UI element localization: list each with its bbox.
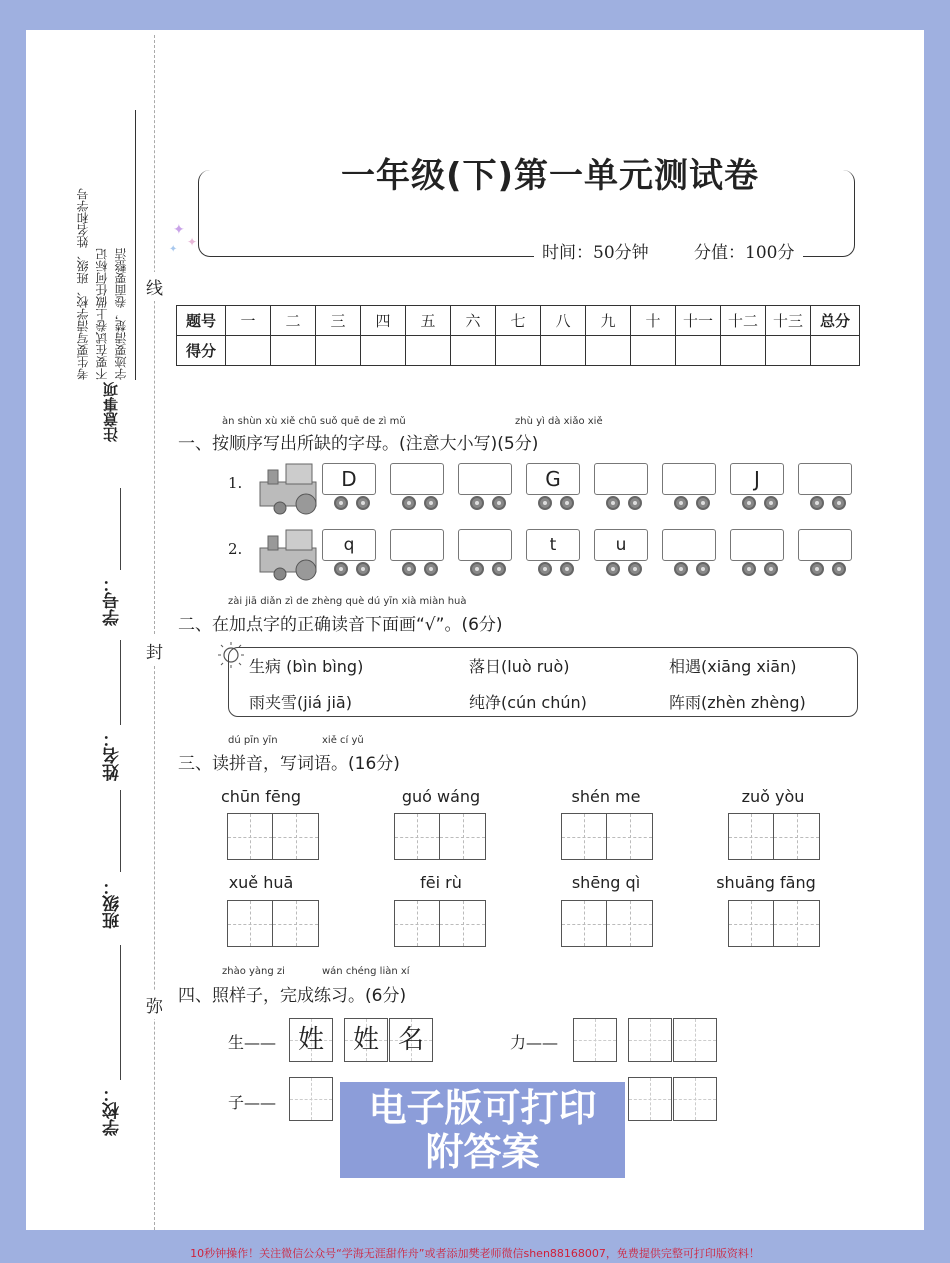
train-car[interactable] — [798, 529, 852, 561]
section4-title: 四、照样子，完成练习。(6分) — [178, 986, 407, 1006]
answer-box[interactable] — [673, 1077, 717, 1121]
section4-pinyin2: wán chéng liàn xí — [322, 966, 410, 977]
column-header: 十二 — [721, 306, 766, 336]
score-cell[interactable] — [631, 336, 676, 366]
pronunciation-box — [228, 647, 858, 717]
choice-item[interactable]: 落日(luò ruò) — [469, 657, 570, 676]
locomotive-icon — [258, 526, 320, 582]
score-cell[interactable] — [406, 336, 451, 366]
header-cell: 题号 — [177, 306, 226, 336]
column-header: 九 — [586, 306, 631, 336]
section3-pinyin: dú pīn yīn — [228, 735, 278, 746]
notes-label: 注意事项 — [102, 382, 120, 442]
row-number: 1. — [228, 474, 243, 492]
seal-char-xian: 线 — [146, 272, 163, 301]
section1-pinyin2: zhù yì dà xiǎo xiě — [515, 416, 603, 427]
svg-text:✦: ✦ — [187, 235, 198, 249]
example-char-box: 名 — [389, 1018, 433, 1062]
train-car[interactable] — [390, 463, 444, 495]
pinyin-word: zuǒ yòu — [741, 787, 805, 806]
score-cell[interactable] — [811, 336, 860, 366]
column-header: 十三 — [766, 306, 811, 336]
train-car[interactable] — [662, 529, 716, 561]
train-car[interactable]: D — [322, 463, 376, 495]
time-info: 时间：50分钟 — [542, 243, 649, 263]
train-car[interactable]: G — [526, 463, 580, 495]
train-car[interactable] — [594, 463, 648, 495]
column-header: 五 — [406, 306, 451, 336]
svg-text:✦: ✦ — [169, 244, 178, 255]
locomotive-icon — [258, 460, 320, 516]
class-label: 班级： — [103, 878, 123, 929]
score-info: 分值：100分 — [694, 243, 795, 263]
school-label: 学校： — [103, 1085, 123, 1136]
column-header: 二 — [271, 306, 316, 336]
pinyin-word: shēng qì — [571, 873, 641, 892]
train-car[interactable] — [730, 529, 784, 561]
exercise-label: 子—— — [228, 1093, 277, 1112]
stamp-line-1: 电子版可打印 — [368, 1086, 597, 1130]
score-cell[interactable] — [676, 336, 721, 366]
column-header: 总分 — [811, 306, 860, 336]
seal-char-feng: 封 — [146, 636, 163, 665]
writing-grid[interactable] — [394, 900, 486, 947]
answer-box[interactable] — [628, 1018, 672, 1062]
student-id-label: 学号： — [103, 575, 123, 626]
writing-grid[interactable] — [394, 813, 486, 860]
promo-footer: 10秒钟操作！关注微信公众号“学海无涯甜作舟”或者添加樊老师微信shen88168007，免费提供完整可打印版资料！ — [190, 1247, 760, 1260]
choice-item[interactable]: 阵雨(zhèn zhèng) — [669, 693, 806, 712]
example-char-box: 姓 — [289, 1018, 333, 1062]
binding-line — [154, 35, 155, 1230]
column-header: 十 — [631, 306, 676, 336]
page-title: 一年级(下)第一单元测试卷 — [270, 148, 830, 197]
pinyin-word: fēi rù — [420, 873, 462, 892]
example-char-box: 姓 — [344, 1018, 388, 1062]
answer-box[interactable] — [628, 1077, 672, 1121]
pinyin-word: guó wáng — [401, 787, 481, 806]
score-cell[interactable] — [226, 336, 271, 366]
section4-pinyin: zhào yàng zi — [222, 966, 285, 977]
student-id-line[interactable] — [120, 488, 121, 570]
pinyin-word: xuě huā — [228, 873, 294, 892]
choice-item[interactable]: 相遇(xiāng xiān) — [669, 657, 797, 676]
score-cell[interactable] — [496, 336, 541, 366]
column-header: 三 — [316, 306, 361, 336]
sparkle-icon — [165, 212, 215, 262]
seal-char-mi: 弥 — [146, 990, 163, 1019]
answer-box[interactable] — [289, 1077, 333, 1121]
note-1: 考生要写清学校、班级、姓名和学号 — [76, 188, 90, 380]
train-car[interactable]: t — [526, 529, 580, 561]
exam-meta — [534, 238, 803, 263]
printable-stamp — [340, 1082, 625, 1178]
exercise-label: 力—— — [510, 1033, 559, 1052]
name-line[interactable] — [120, 640, 121, 725]
pinyin-word: shén me — [571, 787, 641, 806]
writing-grid[interactable] — [561, 813, 653, 860]
note-3: 字迹要清楚，卷面要整洁 — [114, 248, 128, 380]
score-table — [176, 305, 860, 366]
stamp-line-2: 附答案 — [425, 1130, 540, 1174]
section2-pinyin: zài jiā diǎn zì de zhèng què dú yīn xià miàn huà — [228, 596, 467, 607]
column-header: 一 — [226, 306, 271, 336]
writing-grid[interactable] — [728, 813, 820, 860]
score-row — [177, 336, 860, 366]
svg-text:✦: ✦ — [173, 222, 185, 238]
score-cell[interactable] — [316, 336, 361, 366]
column-header: 十一 — [676, 306, 721, 336]
section1-pinyin: àn shùn xù xiě chū suǒ quē de zì mǔ — [222, 416, 406, 427]
score-cell[interactable] — [766, 336, 811, 366]
section3-title: 三、读拼音，写词语。(16分) — [178, 754, 400, 774]
score-cell[interactable] — [541, 336, 586, 366]
train-car[interactable] — [458, 529, 512, 561]
example-label: 生—— — [228, 1033, 277, 1052]
row-number: 2. — [228, 540, 243, 558]
score-cell[interactable] — [361, 336, 406, 366]
section2-title: 二、在加点字的正确读音下面画“√”。(6分) — [178, 615, 503, 635]
note-2: 不要在试卷上做任何标记 — [95, 248, 109, 380]
score-cell[interactable] — [451, 336, 496, 366]
column-header: 七 — [496, 306, 541, 336]
pinyin-word: chūn fēng — [220, 787, 302, 806]
train-car[interactable]: u — [594, 529, 648, 561]
train-car[interactable]: q — [322, 529, 376, 561]
writing-grid[interactable] — [728, 900, 820, 947]
score-label: 得分 — [177, 336, 226, 366]
choice-item[interactable]: 生病 (bìn bìng) — [249, 657, 364, 676]
section3-pinyin2: xiě cí yǔ — [322, 735, 364, 746]
answer-box[interactable] — [673, 1018, 717, 1062]
column-header: 六 — [451, 306, 496, 336]
choice-item[interactable]: 雨夹雪(jiá jiā) — [249, 693, 352, 712]
answer-box[interactable] — [573, 1018, 617, 1062]
section1-title: 一、按顺序写出所缺的字母。(注意大小写)(5分) — [178, 434, 539, 454]
score-cell[interactable] — [271, 336, 316, 366]
score-cell[interactable] — [586, 336, 631, 366]
notes-divider — [135, 110, 136, 380]
score-cell[interactable] — [721, 336, 766, 366]
school-line[interactable] — [120, 945, 121, 1080]
score-header-row — [177, 306, 860, 336]
name-label: 姓名： — [103, 730, 123, 781]
pinyin-word: shuāng fāng — [716, 873, 816, 892]
train-car[interactable] — [662, 463, 716, 495]
writing-grid[interactable] — [227, 900, 319, 947]
train-car[interactable]: J — [730, 463, 784, 495]
writing-grid[interactable] — [561, 900, 653, 947]
column-header: 四 — [361, 306, 406, 336]
train-car[interactable] — [390, 529, 444, 561]
column-header: 八 — [541, 306, 586, 336]
choice-item[interactable]: 纯净(cún chún) — [469, 693, 587, 712]
exam-notes — [74, 115, 131, 380]
train-car[interactable] — [798, 463, 852, 495]
writing-grid[interactable] — [227, 813, 319, 860]
class-line[interactable] — [120, 790, 121, 872]
train-car[interactable] — [458, 463, 512, 495]
